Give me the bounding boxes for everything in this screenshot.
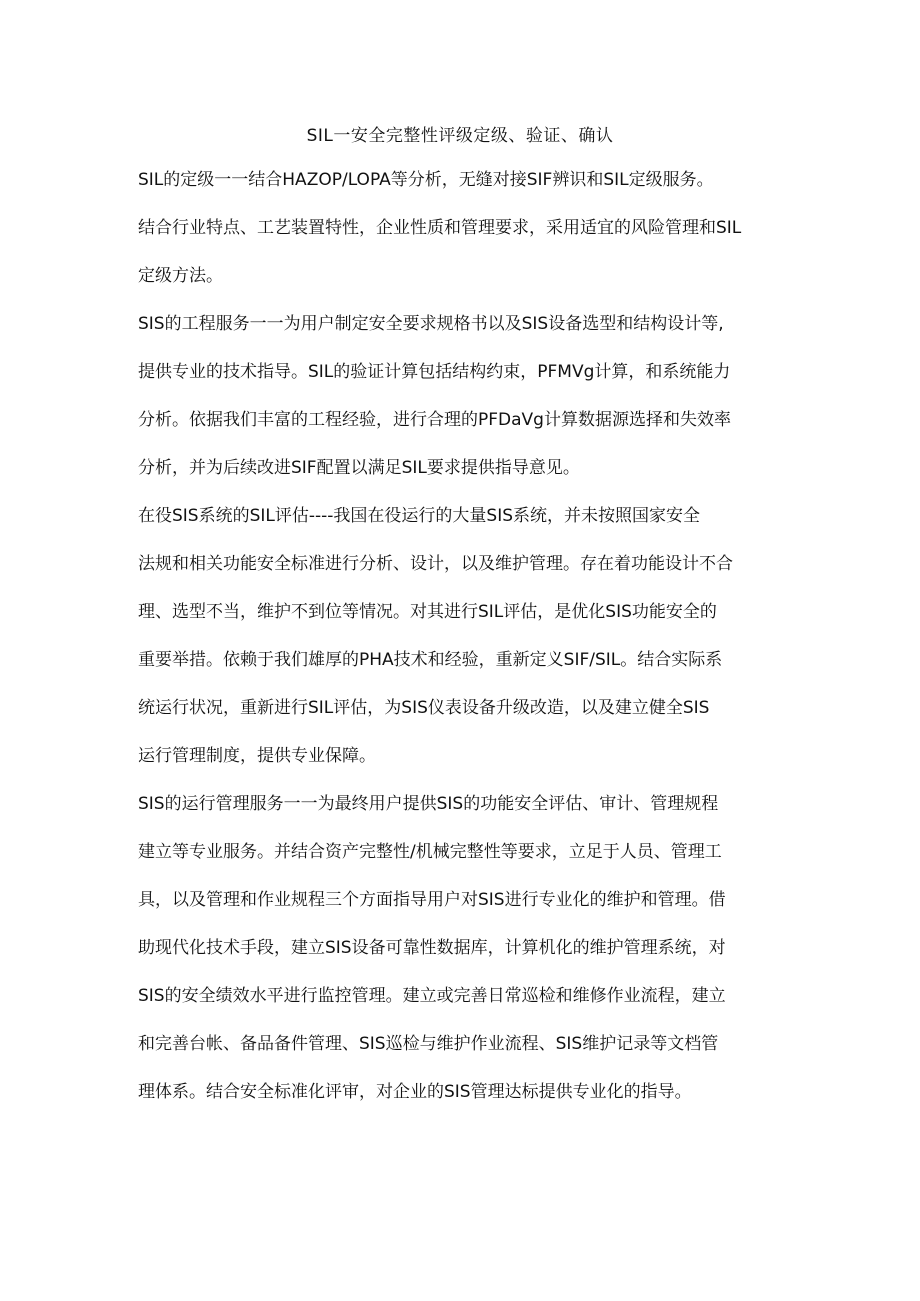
text-line: 理、选型不当，维护不到位等情况。对其进行SIL评估，是优化SIS功能安全的	[138, 602, 717, 622]
text-line: 分析，并为后续改进SIF配置以满足SIL要求提供指导意见。	[138, 458, 580, 478]
document-body	[138, 168, 788, 1128]
paragraph-sil-grading	[138, 168, 788, 312]
text-line: 运行管理制度，提供专业保障。	[138, 746, 376, 766]
paragraph-sis-engineering	[138, 312, 788, 504]
text-line: 提供专业的技术指导。SIL的验证计算包括结构约束，PFMVg计算，和系统能力	[138, 362, 731, 382]
text-line: SIS的工程服务一一为用户制定安全要求规格书以及SIS设备选型和结构设计等,	[138, 314, 724, 334]
text-line: 结合行业特点、工艺装置特性，企业性质和管理要求，采用适宜的风险管理和SIL	[138, 218, 742, 238]
text-line: 重要举措。依赖于我们雄厚的PHA技术和经验，重新定义SIF/SIL。结合实际系	[138, 650, 723, 670]
text-line: 分析。依据我们丰富的工程经验，进行合理的PFDaVg计算数据源选择和失效率	[138, 410, 731, 430]
text-line: 定级方法。	[138, 266, 223, 286]
text-line: 统运行状况，重新进行SIL评估，为SIS仪表设备升级改造，以及建立健全SIS	[138, 698, 710, 718]
paragraph-sil-assessment	[138, 504, 788, 792]
text-line: 具，以及管理和作业规程三个方面指导用户对SIS进行专业化的维护和管理。借	[138, 890, 726, 910]
document-title: SIL一安全完整性评级定级、验证、确认	[306, 126, 614, 146]
text-line: 助现代化技术手段，建立SIS设备可靠性数据库，计算机化的维护管理系统，对	[138, 938, 726, 958]
text-line: 在役SIS系统的SIL评估----我国在役运行的大量SIS系统，并未按照国家安全	[138, 506, 701, 526]
text-line: SIS的运行管理服务一一为最终用户提供SIS的功能安全评估、审计、管理规程	[138, 794, 719, 814]
text-line: SIL的定级一一结合HAZOP/LOPA等分析，无缝对接SIF辨识和SIL定级服务。	[138, 170, 714, 190]
text-line: 法规和相关功能安全标准进行分析、设计，以及维护管理。存在着功能设计不合	[138, 554, 733, 574]
text-line: 理体系。结合安全标准化评审，对企业的SIS管理达标提供专业化的指导。	[138, 1082, 692, 1102]
text-line: 和完善台帐、备品备件管理、SIS巡检与维护作业流程、SIS维护记录等文档管	[138, 1034, 719, 1054]
paragraph-sis-operation	[138, 792, 788, 1128]
text-line: 建立等专业服务。并结合资产完整性/机械完整性等要求，立足于人员、管理工	[138, 842, 722, 862]
text-line: SIS的安全绩效水平进行监控管理。建立或完善日常巡检和维修作业流程，建立	[138, 986, 726, 1006]
